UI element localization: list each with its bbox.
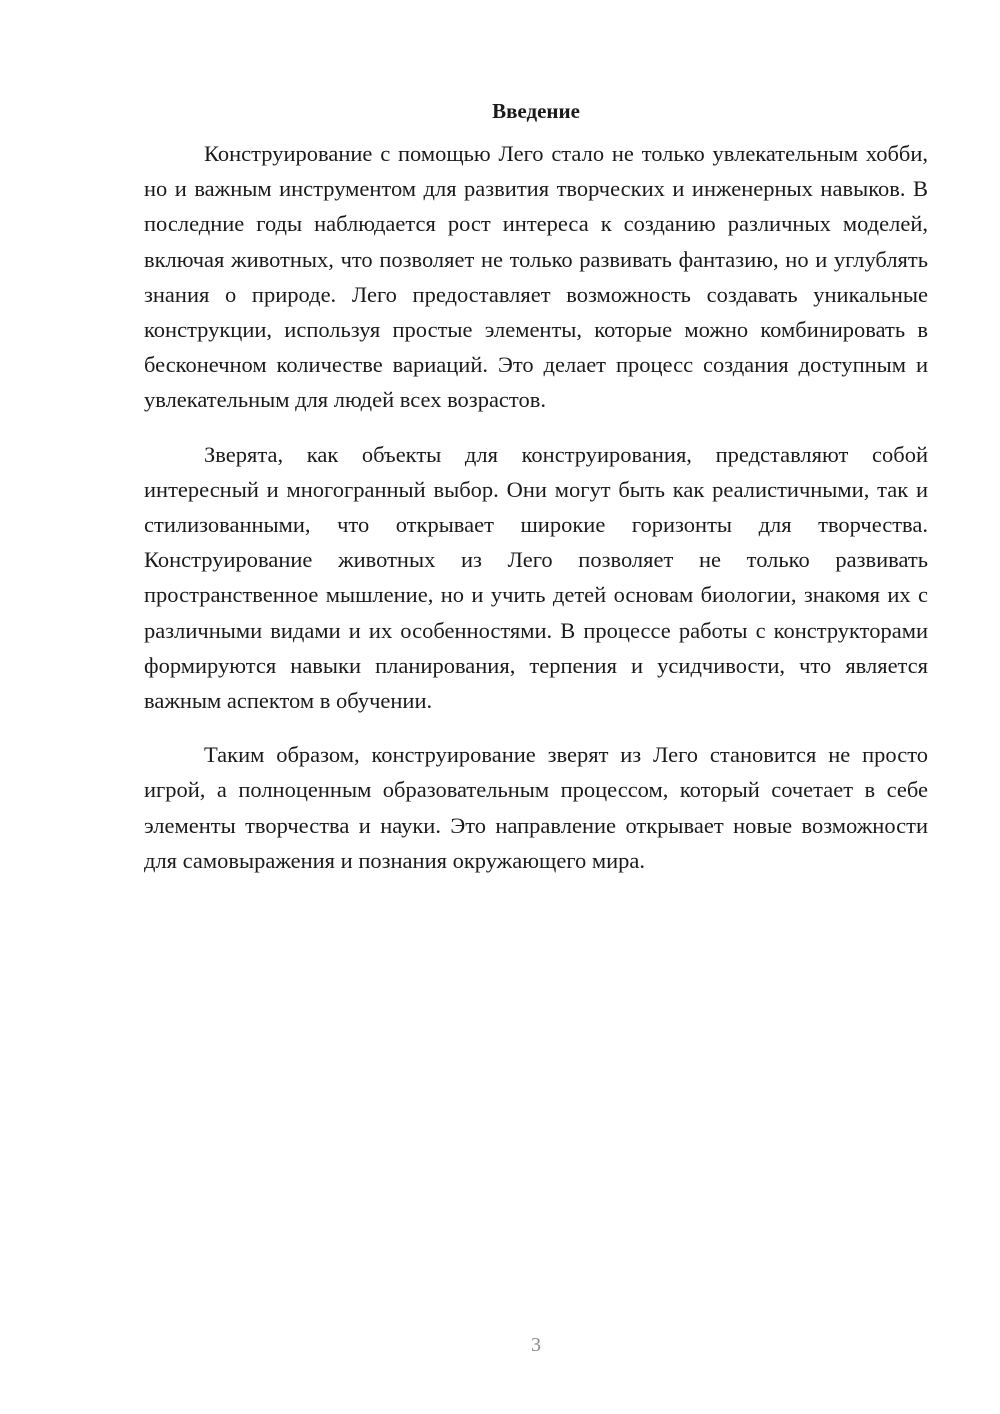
paragraph-1: Конструирование с помощью Лего стало не только увлекательным хобби, но и важным инструментом для развития творческих и инженерных навыков. В последние годы наблюдается рост интереса к созданию различных моделей, включая животных, что позволяет не только развивать фантазию, но и углублять знания о природе. Лего предоставляет возможность создавать уникальные конструкции, используя простые элементы, которые можно комбинировать в бесконечном количестве вариаций. Это делает процесс создания доступным и увлекательным для людей всех возрастов. [144, 141, 928, 413]
paragraph-3: Таким образом, конструирование зверят из Лего становится не просто игрой, а полноценным образовательным процессом, который сочетает в себе элементы творчества и науки. Это направление открывает новые возможности для самовыражения и познания окружающего мира. [144, 742, 928, 873]
section-heading: Введение [492, 99, 580, 123]
page-number: 3 [531, 1334, 541, 1356]
paragraph-2: Зверята, как объекты для конструирования, представляют собой интересный и многогранный выбор. Они могут быть как реалистичными, так и стилизованными, что открывает широкие горизонты для творчества. Конструирование животных из Лего позволяет не только развивать пространственное мышление, но и учить детей основам биологии, знакомя их с различными видами и их особенностями. В процессе работы с конструкторами формируются навыки планирования, терпения и усидчивости, что является важным аспектом в обучении. [144, 441, 928, 714]
page-content [144, 96, 928, 897]
